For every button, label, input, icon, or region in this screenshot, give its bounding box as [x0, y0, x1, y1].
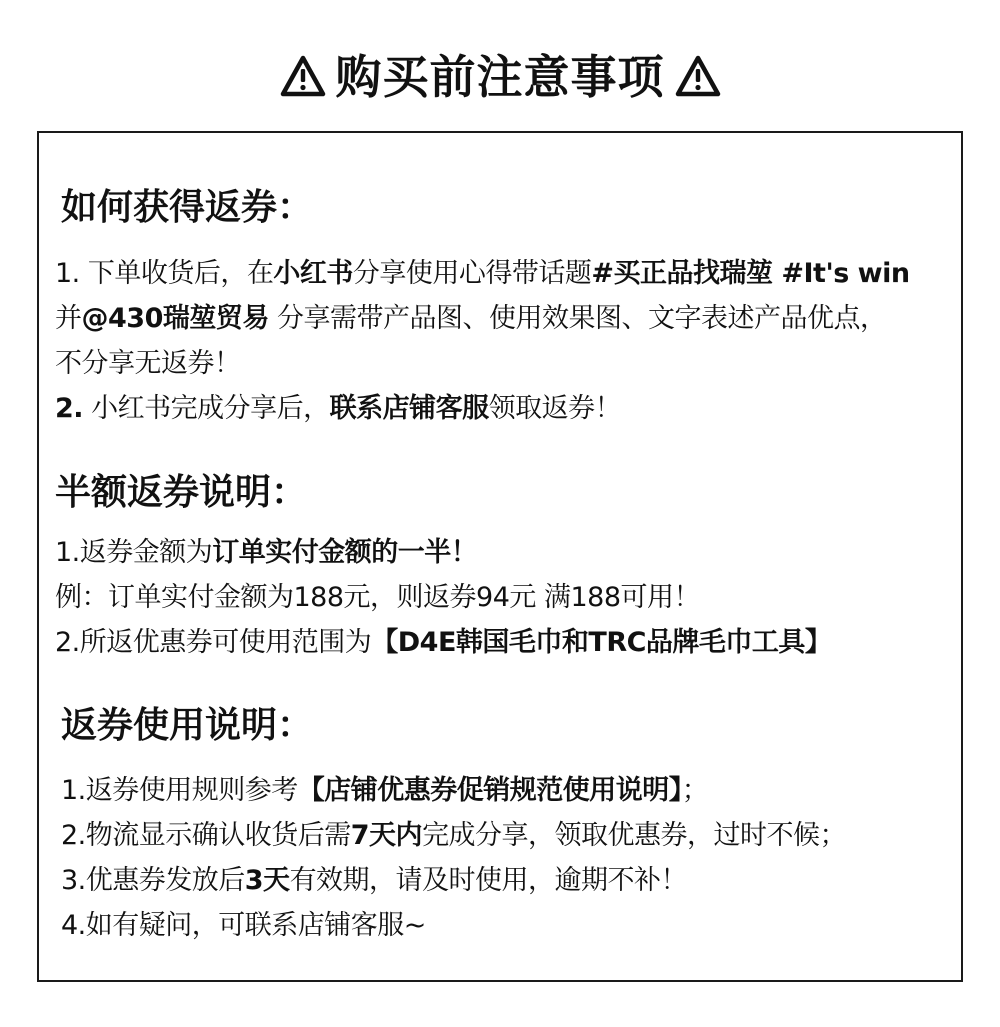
body-text: ；	[681, 775, 709, 806]
rule-line	[55, 254, 910, 294]
emphasis-text: 7天内	[350, 820, 423, 851]
rule-line	[55, 578, 700, 618]
rule-line	[61, 861, 687, 901]
rule-line	[61, 771, 708, 811]
body-text: 2.所返优惠券可使用范围为	[55, 627, 372, 658]
emphasis-text: 【店铺优惠券促销规范使用说明】	[297, 775, 682, 806]
emphasis-text: @430瑞堃贸易	[81, 303, 269, 334]
body-text: 2.物流显示确认收货后需	[61, 820, 351, 851]
section-heading-how-to-get: 如何获得返券：	[61, 187, 314, 228]
body-text: 3.优惠券发放后	[61, 865, 245, 896]
emphasis-text: 订单实付金额的一半！	[212, 537, 478, 568]
emphasis-text: 联系店铺客服	[329, 393, 489, 424]
rule-line	[55, 344, 241, 384]
section-heading-usage: 返券使用说明：	[61, 705, 314, 746]
emphasis-text: 【D4E韩国毛巾和TRC品牌毛巾工具】	[371, 627, 832, 658]
title-row	[0, 42, 1000, 112]
body-text: 例：订单实付金额为188元，则返券94元 满188可用！	[55, 582, 701, 613]
body-text: 小红书完成分享后，	[83, 393, 330, 424]
body-text: 1.返券使用规则参考	[61, 775, 298, 806]
emphasis-text: 3天	[244, 865, 290, 896]
rule-line	[61, 816, 846, 856]
warning-triangle-icon	[280, 54, 326, 100]
body-text: 并	[55, 303, 82, 334]
notice-panel	[37, 131, 963, 982]
rule-line	[55, 533, 477, 573]
emphasis-text: 小红书	[273, 258, 353, 289]
body-text: 分享使用心得带话题	[352, 258, 592, 289]
body-text: 有效期，请及时使用，逾期不补！	[289, 865, 688, 896]
warning-triangle-icon	[675, 54, 721, 100]
section-heading-half-refund: 半额返券说明：	[55, 472, 308, 513]
rule-line	[61, 906, 426, 946]
body-text: 完成分享，领取优惠券，过时不候；	[422, 820, 847, 851]
rule-line	[55, 623, 831, 663]
page-title: 购买前注意事项	[335, 50, 665, 104]
emphasis-text: #买正品找瑞堃 #It's win	[591, 258, 910, 289]
body-text: 不分享无返券！	[55, 348, 241, 379]
emphasis-text: 2.	[55, 393, 84, 424]
rule-line	[55, 389, 621, 429]
body-text: 分享需带产品图、使用效果图、文字表述产品优点，	[268, 303, 887, 334]
body-text: 1. 下单收货后，在	[55, 258, 274, 289]
rule-line	[55, 299, 886, 339]
body-text: 4.如有疑问，可联系店铺客服~	[61, 910, 426, 941]
body-text: 1.返券金额为	[55, 537, 213, 568]
body-text: 领取返券！	[488, 393, 622, 424]
